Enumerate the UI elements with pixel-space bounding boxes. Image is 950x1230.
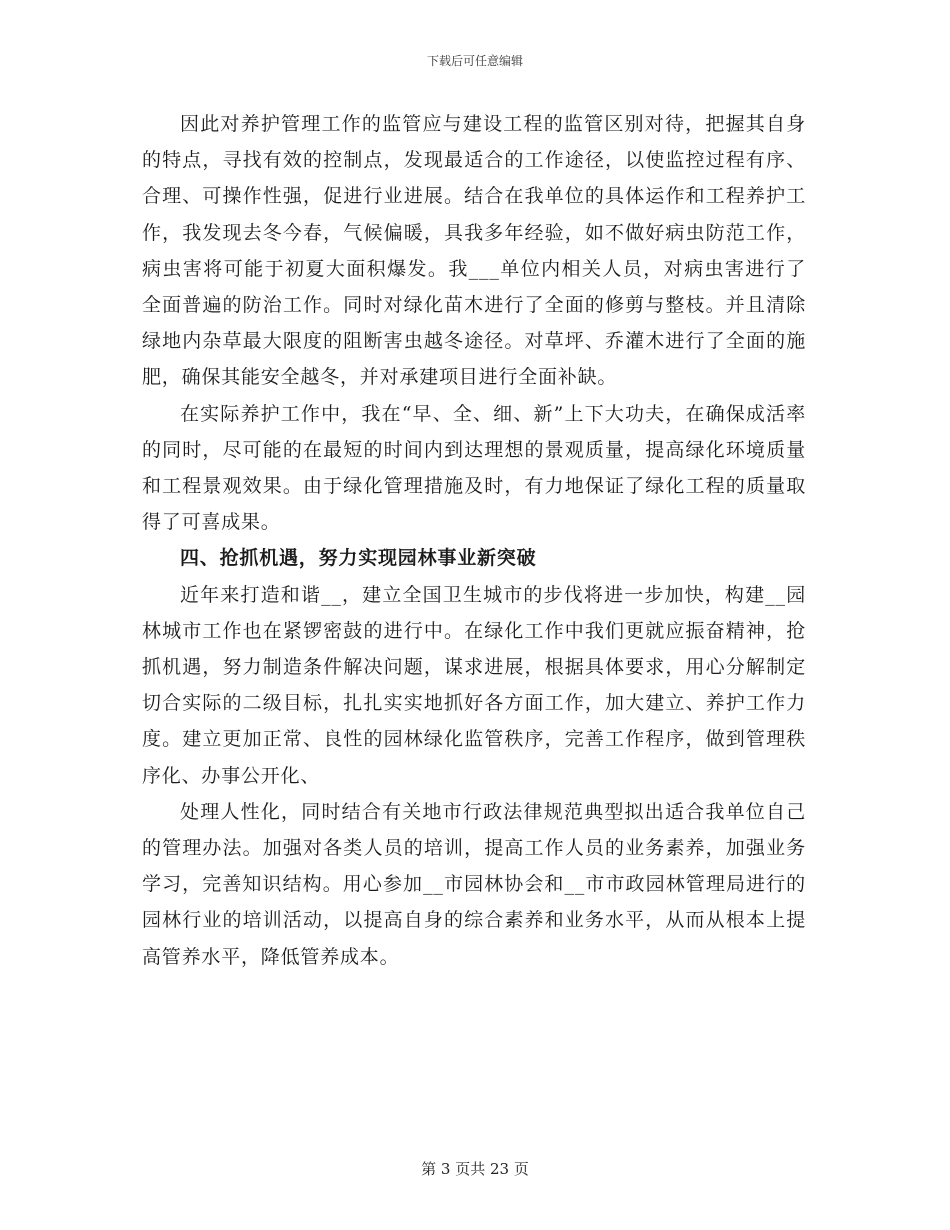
document-body (142, 106, 806, 975)
page-number: 第 3 页共 23 页 (421, 1160, 529, 1178)
page-header: 下载后可任意编辑 (426, 54, 523, 68)
paragraph-maintenance: 在实际养护工作中，我在“早、全、细、新”上下大功夫，在确保成活率的同时，尽可能的在最短的时间内到达理想的景观质量，提高绿化环境质量和工程景观效果。由于绿化管理措施及时，有力地保证了绿化工程的质量取得了可喜成果。 (142, 402, 806, 534)
paragraph-management: 处理人性化，同时结合有关地市行政法律规范典型拟出适合我单位自己的管理办法。加强对各类人员的培训，提高工作人员的业务素养，加强业务学习，完善知识结构。用心参加__市园林协会和__市市政园林管理局进行的园林行业的培训活动，以提高自身的综合素养和业务水平，从而从根本上提高管养水平，降低管养成本。 (142, 800, 806, 968)
section-heading-4: 四、抢抓机遇，努力实现园林事业新突破 (180, 547, 537, 570)
paragraph-opportunity: 近年来打造和谐__，建立全国卫生城市的步伐将进一步加快，构建__园林城市工作也在紧锣密鼓的进行中。在绿化工作中我们更就应振奋精神，抢抓机遇，努力制造条件解决问题，谋求进展，根据具体要求，用心分解制定切合实际的二级目标，扎扎实实地抓好各方面工作，加大建立、养护工作力度。建立更加正常、良性的园林绿化监管秩序，完善工作程序，做到管理秩序化、办事公开化、 (142, 583, 806, 787)
paragraph-supervision: 因此对养护管理工作的监管应与建设工程的监管区别对待，把握其自身的特点，寻找有效的控制点，发现最适合的工作途径，以使监控过程有序、合理、可操作性强，促进行业进展。结合在我单位的具体运作和工程养护工作，我发现去冬今春，气候偏暖，具我多年经验，如不做好病虫防范工作，病虫害将可能于初夏大面积爆发。我___单位内相关人员，对病虫害进行了全面普遍的防治工作。同时对绿化苗木进行了全面的修剪与整枝。并且清除绿地内杂草最大限度的阻断害虫越冬途径。对草坪、乔灌木进行了全面的施肥，确保其能安全越冬，并对承建项目进行全面补缺。 (142, 113, 806, 389)
